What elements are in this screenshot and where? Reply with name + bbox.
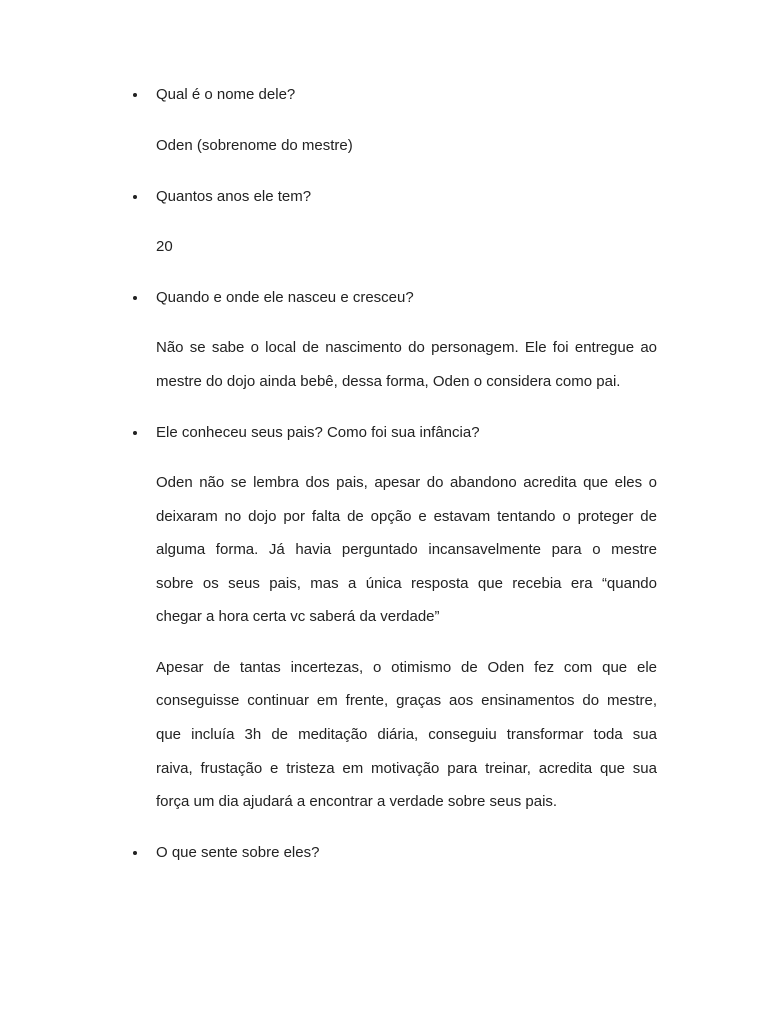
answer-4b-line-1: Apesar de tantas incertezas, o otimismo de Oden fez com que ele [156,659,657,676]
answer-4b-line-4: raiva, frustação e tristeza em motivação para treinar, acredita que sua [156,760,657,777]
bullet-icon [131,86,139,94]
bullet-icon [131,188,139,196]
answer-4-line-2: deixaram no dojo por falta de opção e estavam tentando o proteger de [156,508,657,525]
question-2: Quantos anos ele tem? [156,188,312,205]
bullet-icon [131,844,139,852]
question-5: O que sente sobre eles? [156,844,320,861]
answer-2-line-1: 20 [156,238,173,255]
answer-4b-line-3: que incluía 3h de meditação diária, conseguiu transformar toda sua [156,726,657,743]
question-3: Quando e onde ele nasceu e cresceu? [156,289,414,306]
bullet-icon [131,289,139,297]
answer-4b-line-2: conseguisse continuar em frente, graças aos ensinamentos do mestre, [156,692,657,709]
answer-4b-line-5: força um dia ajudará a encontrar a verdade sobre seus pais. [156,793,558,810]
answer-4-line-5: chegar a hora certa vc saberá da verdade” [156,608,440,625]
answer-4-line-4: sobre os seus pais, mas a única resposta que recebia era “quando [156,575,657,592]
answer-3-line-2: mestre do dojo ainda bebê, dessa forma, Oden o considera como pai. [156,373,621,390]
bullet-icon [131,424,139,432]
question-4: Ele conheceu seus pais? Como foi sua infância? [156,424,480,441]
question-1: Qual é o nome dele? [156,86,296,103]
answer-4-line-1: Oden não se lembra dos pais, apesar do abandono acredita que eles o [156,474,657,491]
answer-3-line-1: Não se sabe o local de nascimento do personagem. Ele foi entregue ao [156,339,657,356]
answer-4-line-3: alguma forma. Já havia perguntado incansavelmente para o mestre [156,541,657,558]
answer-1-line-1: Oden (sobrenome do mestre) [156,137,353,154]
